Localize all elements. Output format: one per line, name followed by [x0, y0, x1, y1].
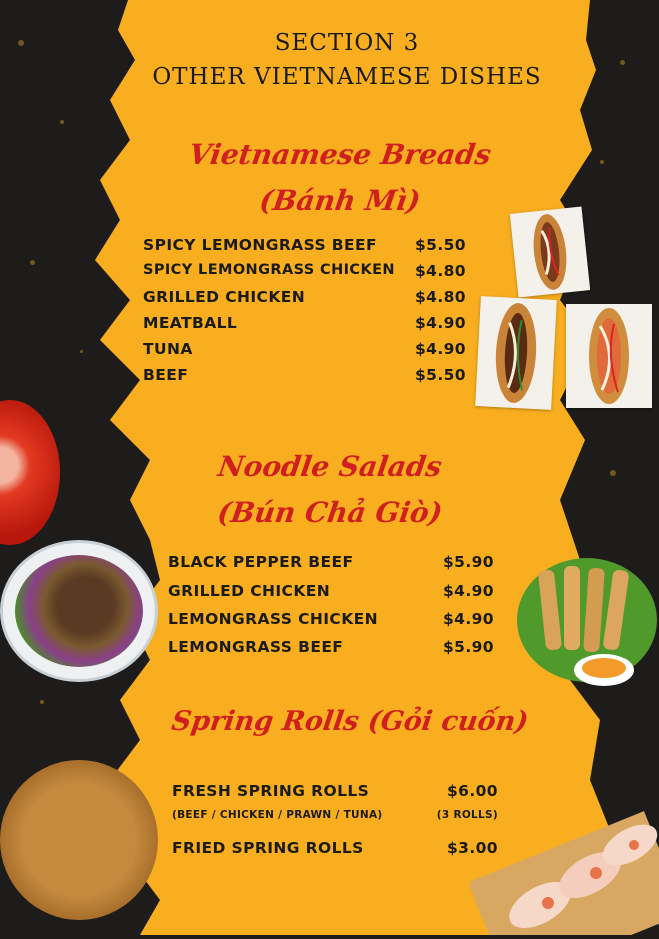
- noodle-salad-bowl-image: [0, 540, 158, 682]
- menu-item-name: LEMONGRASS BEEF: [168, 638, 344, 656]
- fresh-spring-rolls-image: [470, 805, 659, 935]
- section-subtitle-noodle-salads: (Bún Chả Giò): [215, 496, 445, 529]
- menu-item-price: $6.00: [446, 782, 498, 800]
- sandwich-icon: [566, 304, 652, 408]
- spring-roll-plate-image: [512, 540, 659, 690]
- menu-item-price: $4.80: [414, 262, 466, 280]
- noodle-salad-contents: [15, 555, 143, 667]
- menu-item-name: TUNA: [143, 340, 193, 358]
- menu-item-name: BEEF: [143, 366, 189, 384]
- banh-mi-photo-1: [510, 206, 590, 297]
- menu-item-price: $5.50: [414, 236, 466, 254]
- menu-item-price: $4.90: [442, 610, 494, 628]
- menu-item-price: $4.90: [414, 314, 466, 332]
- menu-item-note-price: (3 ROLLS): [436, 809, 498, 821]
- menu-item-name: FRIED SPRING ROLLS: [172, 839, 364, 857]
- menu-item-name: GRILLED CHICKEN: [143, 288, 306, 306]
- sandwich-icon: [475, 296, 557, 410]
- menu-item-note: (BEEF / CHICKEN / PRAWN / TUNA): [172, 809, 383, 821]
- section-title-noodle-salads: Noodle Salads: [216, 450, 444, 483]
- banh-mi-photo-3: [566, 304, 652, 408]
- banh-mi-photo-2: [475, 296, 557, 410]
- menu-item-price: $5.90: [442, 553, 494, 571]
- menu-item-name: FRESH SPRING ROLLS: [172, 782, 370, 800]
- menu-item-price: $4.90: [442, 582, 494, 600]
- menu-item-price: $3.00: [446, 839, 498, 857]
- section-title-banh-mi: Vietnamese Breads: [186, 138, 494, 171]
- section-number: SECTION 3: [274, 30, 420, 56]
- menu-item-name: MEATBALL: [143, 314, 238, 332]
- menu-item-name: GRILLED CHICKEN: [168, 582, 331, 600]
- section-subtitle-banh-mi: (Bánh Mì): [257, 184, 423, 217]
- sandwich-icon: [510, 206, 590, 297]
- menu-item-price: $5.90: [442, 638, 494, 656]
- menu-item-name: SPICY LEMONGRASS CHICKEN: [143, 262, 395, 278]
- menu-item-name: SPICY LEMONGRASS BEEF: [143, 236, 377, 254]
- fried-spring-rolls-image: [0, 760, 158, 920]
- menu-item-name: BLACK PEPPER BEEF: [168, 553, 354, 571]
- spring-roll-icon: [512, 540, 659, 690]
- section-title-spring-rolls: Spring Rolls (Gỏi cuốn): [169, 706, 531, 737]
- menu-item-price: $4.90: [414, 340, 466, 358]
- menu-item-price: $4.80: [414, 288, 466, 306]
- fresh-roll-icon: [470, 805, 659, 935]
- menu-item-name: LEMONGRASS CHICKEN: [168, 610, 378, 628]
- menu-item-price: $5.50: [414, 366, 466, 384]
- page-title: OTHER VIETNAMESE DISHES: [152, 64, 542, 90]
